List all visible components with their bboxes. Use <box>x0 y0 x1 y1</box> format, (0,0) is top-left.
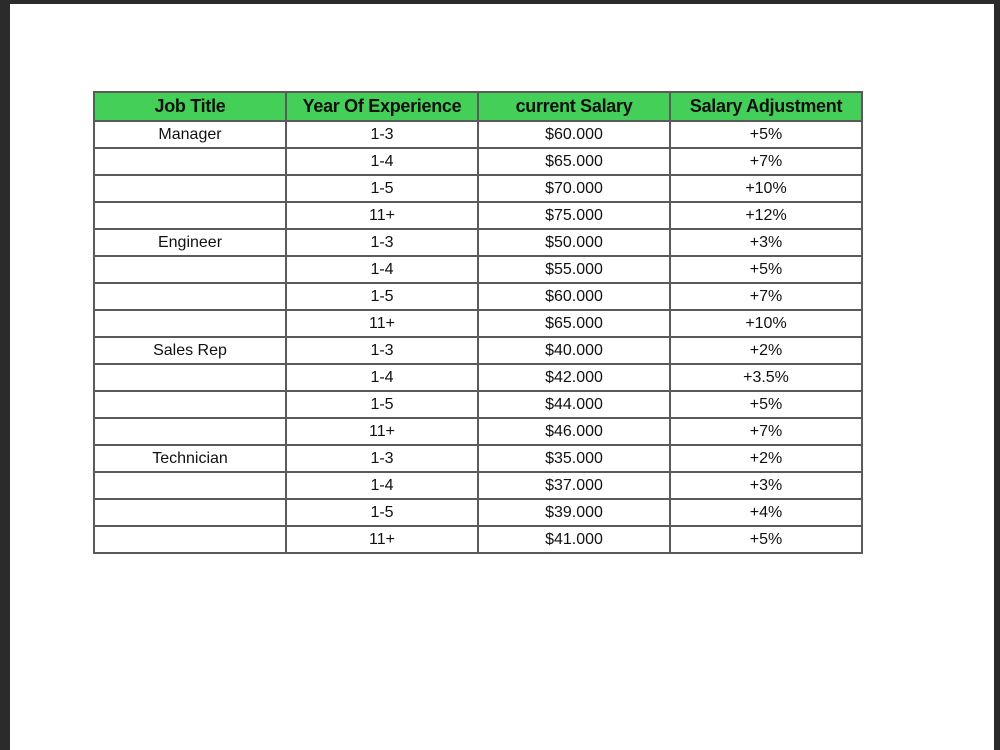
cell-year-of-experience: 1-3 <box>286 445 478 472</box>
table-body <box>94 121 862 553</box>
cell-year-of-experience: 1-4 <box>286 364 478 391</box>
table-row <box>94 175 862 202</box>
cell-job-title <box>94 256 286 283</box>
table-row <box>94 364 862 391</box>
cell-salary-adjustment: +12% <box>670 202 862 229</box>
table-row <box>94 337 862 364</box>
table-row <box>94 229 862 256</box>
cell-current-salary: $41.000 <box>478 526 670 553</box>
cell-year-of-experience: 11+ <box>286 310 478 337</box>
cell-job-title <box>94 526 286 553</box>
header-salary-adjustment: Salary Adjustment <box>670 92 862 121</box>
cell-year-of-experience: 1-3 <box>286 229 478 256</box>
cell-year-of-experience: 11+ <box>286 526 478 553</box>
cell-current-salary: $42.000 <box>478 364 670 391</box>
cell-year-of-experience: 1-5 <box>286 283 478 310</box>
salary-table <box>93 91 863 554</box>
header-year-of-experience: Year Of Experience <box>286 92 478 121</box>
cell-job-title <box>94 418 286 445</box>
cell-salary-adjustment: +5% <box>670 121 862 148</box>
cell-current-salary: $50.000 <box>478 229 670 256</box>
cell-salary-adjustment: +3% <box>670 229 862 256</box>
cell-job-title <box>94 472 286 499</box>
cell-current-salary: $37.000 <box>478 472 670 499</box>
cell-job-title: Manager <box>94 121 286 148</box>
table-row <box>94 472 862 499</box>
cell-salary-adjustment: +5% <box>670 256 862 283</box>
cell-year-of-experience: 1-4 <box>286 472 478 499</box>
cell-year-of-experience: 11+ <box>286 202 478 229</box>
cell-year-of-experience: 1-3 <box>286 337 478 364</box>
cell-year-of-experience: 1-3 <box>286 121 478 148</box>
cell-year-of-experience: 1-5 <box>286 175 478 202</box>
document-page <box>10 4 994 750</box>
cell-year-of-experience: 1-5 <box>286 499 478 526</box>
table-row <box>94 391 862 418</box>
cell-job-title <box>94 175 286 202</box>
cell-salary-adjustment: +7% <box>670 148 862 175</box>
cell-year-of-experience: 11+ <box>286 418 478 445</box>
cell-salary-adjustment: +10% <box>670 175 862 202</box>
table-row <box>94 445 862 472</box>
cell-salary-adjustment: +5% <box>670 391 862 418</box>
table-row <box>94 418 862 445</box>
cell-current-salary: $65.000 <box>478 148 670 175</box>
table-row <box>94 202 862 229</box>
cell-salary-adjustment: +3.5% <box>670 364 862 391</box>
cell-job-title <box>94 310 286 337</box>
table-row <box>94 526 862 553</box>
table-row <box>94 499 862 526</box>
cell-job-title: Technician <box>94 445 286 472</box>
cell-salary-adjustment: +10% <box>670 310 862 337</box>
cell-current-salary: $44.000 <box>478 391 670 418</box>
cell-salary-adjustment: +2% <box>670 337 862 364</box>
table-row <box>94 283 862 310</box>
cell-salary-adjustment: +7% <box>670 283 862 310</box>
cell-job-title <box>94 499 286 526</box>
cell-job-title: Engineer <box>94 229 286 256</box>
table-row <box>94 310 862 337</box>
cell-job-title <box>94 391 286 418</box>
table-row <box>94 148 862 175</box>
table-row <box>94 121 862 148</box>
cell-current-salary: $75.000 <box>478 202 670 229</box>
cell-year-of-experience: 1-5 <box>286 391 478 418</box>
cell-year-of-experience: 1-4 <box>286 256 478 283</box>
cell-job-title: Sales Rep <box>94 337 286 364</box>
cell-current-salary: $46.000 <box>478 418 670 445</box>
cell-job-title <box>94 148 286 175</box>
cell-current-salary: $39.000 <box>478 499 670 526</box>
cell-year-of-experience: 1-4 <box>286 148 478 175</box>
cell-salary-adjustment: +4% <box>670 499 862 526</box>
cell-job-title <box>94 283 286 310</box>
cell-current-salary: $60.000 <box>478 283 670 310</box>
cell-salary-adjustment: +7% <box>670 418 862 445</box>
cell-salary-adjustment: +2% <box>670 445 862 472</box>
cell-current-salary: $70.000 <box>478 175 670 202</box>
header-current-salary: current Salary <box>478 92 670 121</box>
cell-current-salary: $60.000 <box>478 121 670 148</box>
cell-current-salary: $40.000 <box>478 337 670 364</box>
header-row <box>94 92 862 121</box>
cell-job-title <box>94 202 286 229</box>
cell-salary-adjustment: +3% <box>670 472 862 499</box>
cell-current-salary: $65.000 <box>478 310 670 337</box>
cell-job-title <box>94 364 286 391</box>
cell-current-salary: $35.000 <box>478 445 670 472</box>
cell-salary-adjustment: +5% <box>670 526 862 553</box>
cell-current-salary: $55.000 <box>478 256 670 283</box>
table-row <box>94 256 862 283</box>
header-job-title: Job Title <box>94 92 286 121</box>
